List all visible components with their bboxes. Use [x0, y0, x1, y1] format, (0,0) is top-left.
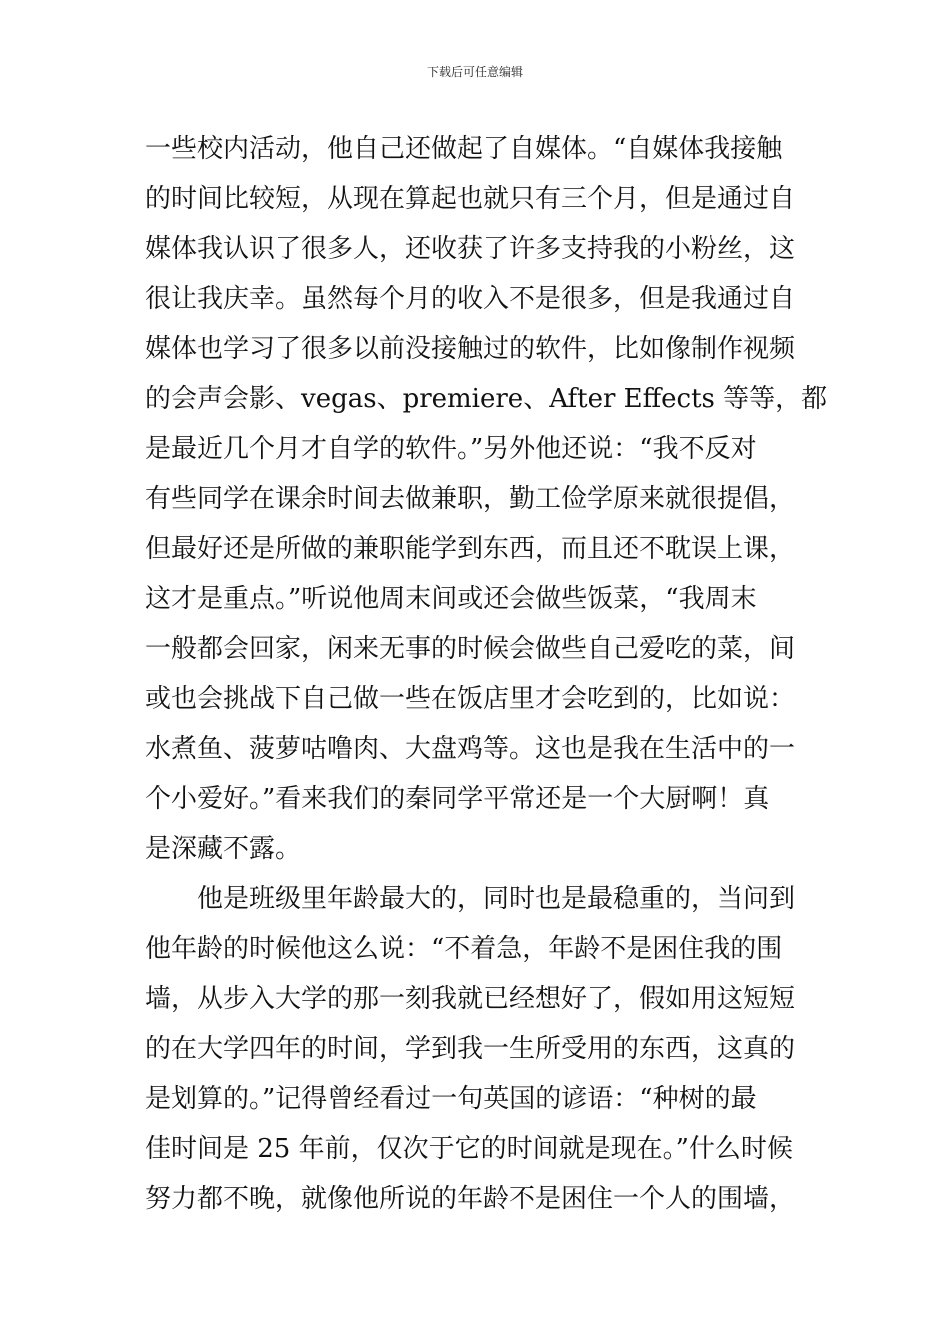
text-line-21: 佳时间是 25 年前，仅次于它的时间就是现在。”什么时候	[145, 1134, 793, 1164]
text-line-14: 个小爱好。”看来我们的秦同学平常还是一个大厨啊！真	[145, 784, 770, 814]
text-line-12: 或也会挑战下自己做一些在饭店里才会吃到的，比如说：	[145, 684, 796, 714]
text-line-13: 水煮鱼、菠萝咕噜肉、大盘鸡等。这也是我在生活中的一	[145, 734, 796, 764]
text-line-10: 这才是重点。”听说他周末间或还会做些饭菜，“我周末	[145, 584, 757, 614]
page-header: 下载后可任意编辑	[426, 65, 523, 79]
text-line-19: 的在大学四年的时间，学到我一生所受用的东西，这真的	[145, 1034, 796, 1064]
text-line-11: 一般都会回家，闲来无事的时候会做些自己爱吃的菜，间	[145, 634, 796, 664]
text-line-22: 努力都不晚，就像他所说的年龄不是困住一个人的围墙，	[145, 1184, 796, 1214]
document-body	[145, 124, 828, 1224]
text-line-2: 的时间比较短，从现在算起也就只有三个月，但是通过自	[145, 184, 796, 214]
text-line-8: 有些同学在课余时间去做兼职，勤工俭学原来就很提倡，	[145, 484, 796, 514]
text-line-20: 是划算的。”记得曾经看过一句英国的谚语：“种树的最	[145, 1084, 757, 1114]
text-line-1: 一些校内活动，他自己还做起了自媒体。“自媒体我接触	[145, 134, 783, 164]
text-line-3: 媒体我认识了很多人，还收获了许多支持我的小粉丝，这	[145, 234, 796, 264]
text-line-4: 很让我庆幸。虽然每个月的收入不是很多，但是我通过自	[145, 284, 796, 314]
text-line-5: 媒体也学习了很多以前没接触过的软件，比如像制作视频	[145, 334, 796, 364]
text-line-17: 他年龄的时候他这么说：“不着急，年龄不是困住我的围	[145, 934, 783, 964]
text-line-6: 的会声会影、vegas、premiere、After Effects 等等，都	[145, 384, 828, 414]
text-line-15: 是深藏不露。	[145, 834, 302, 864]
text-line-9: 但最好还是所做的兼职能学到东西，而且还不耽误上课，	[145, 534, 796, 564]
text-line-7: 是最近几个月才自学的软件。”另外他还说：“我不反对	[145, 434, 757, 464]
text-line-16-paragraph-start: 他是班级里年龄最大的，同时也是最稳重的，当问到	[197, 884, 796, 914]
text-line-18: 墙，从步入大学的那一刻我就已经想好了，假如用这短短	[145, 984, 796, 1014]
